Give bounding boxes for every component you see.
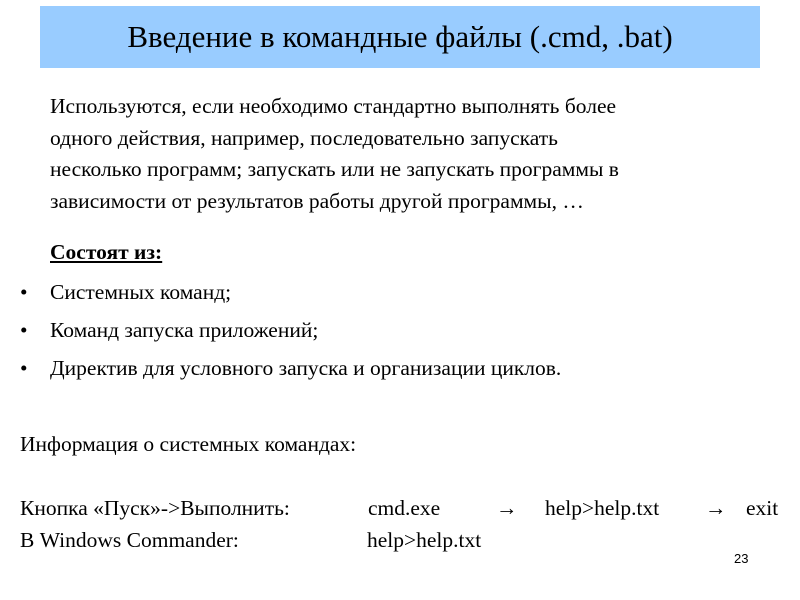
info-heading: Информация о системных командах: bbox=[20, 432, 357, 456]
start-menu-row bbox=[20, 496, 790, 524]
intro-paragraph bbox=[50, 91, 785, 217]
bullet-text: Команд запуска приложений; bbox=[50, 318, 319, 342]
arrow-icon: → bbox=[496, 496, 518, 520]
bullet-icon: • bbox=[20, 280, 28, 304]
exit-command: exit bbox=[746, 496, 779, 520]
bullet-icon: • bbox=[20, 356, 28, 380]
bullet-text: Системных команд; bbox=[50, 280, 232, 304]
intro-line: одного действия, например, последовательно запускать bbox=[50, 125, 558, 150]
title-bar bbox=[40, 6, 760, 68]
intro-line: несколько программ; запускать или не запускать программы в bbox=[50, 157, 619, 181]
intro-line: зависимости от результатов работы другой программы, … bbox=[50, 188, 584, 213]
page-number: 23 bbox=[734, 551, 749, 566]
consist-heading: Состоят из: bbox=[50, 240, 163, 264]
bullet-text: Директив для условного запуска и организации циклов. bbox=[50, 356, 562, 380]
slide-title: Введение в командные файлы (.cmd, .bat) bbox=[127, 19, 673, 54]
help-command: help>help.txt bbox=[367, 528, 482, 552]
bullet-icon: • bbox=[20, 318, 28, 342]
intro-line: Используются, если необходимо стандартно выполнять более bbox=[50, 94, 617, 118]
commander-row bbox=[20, 528, 790, 556]
help-command: help>help.txt bbox=[545, 496, 660, 520]
arrow-icon: → bbox=[705, 496, 727, 520]
commander-label: В Windows Commander: bbox=[20, 528, 239, 552]
start-menu-label: Кнопка «Пуск»->Выполнить: bbox=[20, 496, 290, 520]
cmd-command: cmd.exe bbox=[368, 496, 441, 520]
